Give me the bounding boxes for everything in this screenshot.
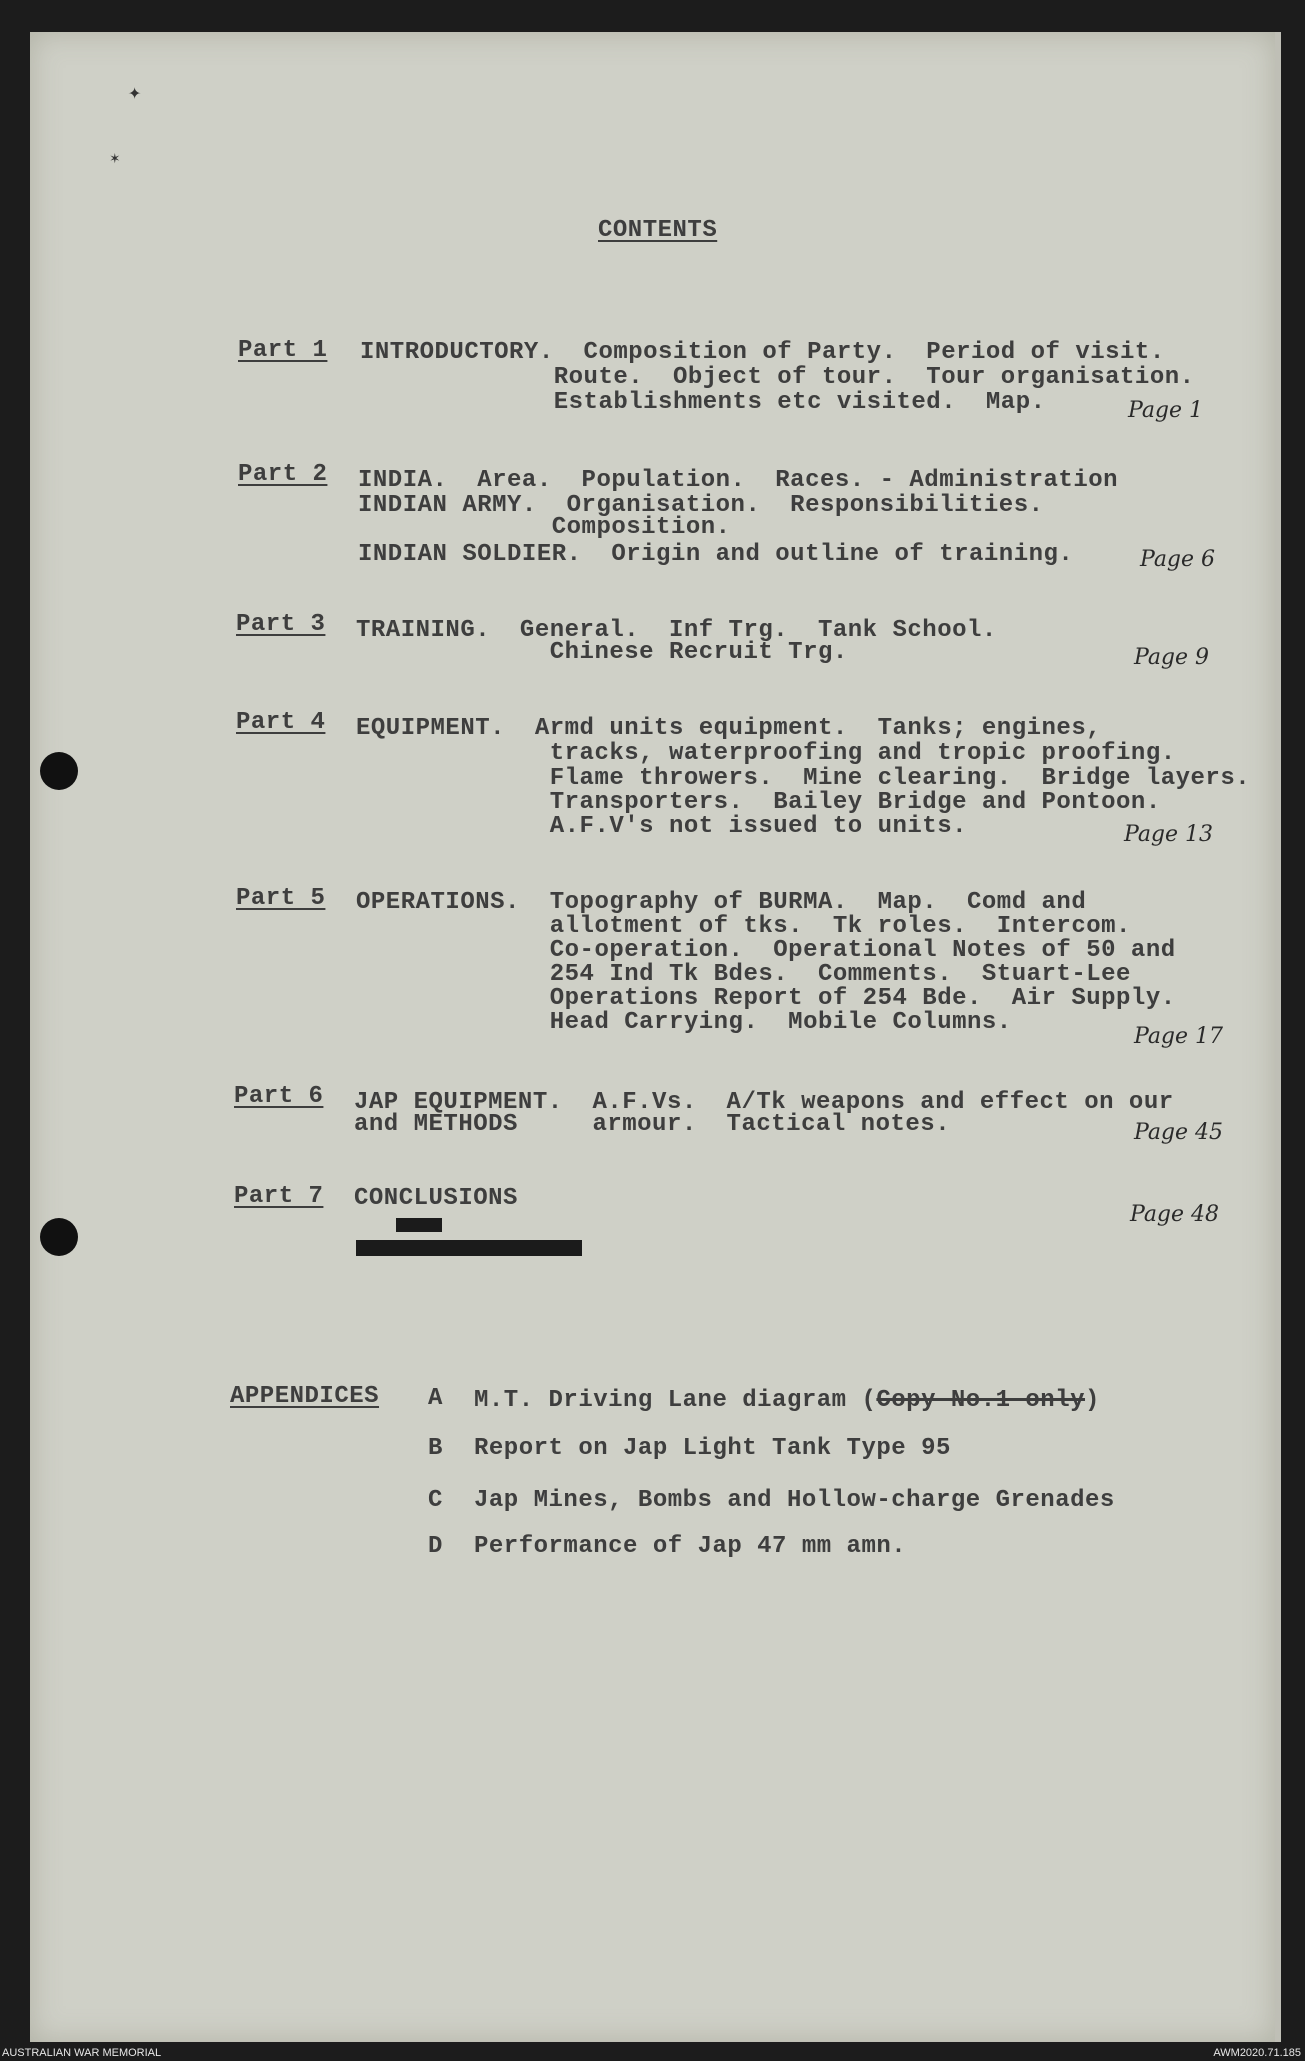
- part-line: INDIA. Area. Population. Races. - Administration: [358, 467, 1119, 494]
- punch-hole: [40, 1218, 78, 1256]
- part-label: Part 7: [234, 1183, 324, 1210]
- part-line: TRAINING. General. Inf Trg. Tank School.: [356, 617, 997, 644]
- appendix-letter: B: [428, 1435, 443, 1462]
- part-line: EQUIPMENT. Armd units equipment. Tanks; engines,: [356, 715, 1102, 742]
- part-line: CONCLUSIONS: [354, 1185, 518, 1212]
- page-edge: [1275, 32, 1281, 2042]
- part-label: Part 5: [236, 885, 326, 912]
- appendix-text-close: ): [1085, 1387, 1100, 1414]
- part-line: 254 Ind Tk Bdes. Comments. Stuart-Lee: [356, 961, 1131, 988]
- redaction-bar: [356, 1240, 582, 1256]
- appendix-item: Performance of Jap 47 mm amn.: [474, 1533, 907, 1560]
- appendix-text: M.T. Driving Lane diagram (: [474, 1387, 877, 1414]
- part-label: Part 4: [236, 709, 326, 736]
- part-line: INDIAN ARMY. Organisation. Responsibilities.: [358, 492, 1044, 519]
- part-line: Flame throwers. Mine clearing. Bridge layers.: [356, 765, 1251, 792]
- appendix-letter: C: [428, 1487, 443, 1514]
- appendix-item: [474, 1388, 1100, 1413]
- part-line: A.F.V's not issued to units.: [356, 813, 967, 840]
- part-label: Part 1: [238, 337, 328, 364]
- ink-mark: ✦: [128, 81, 142, 106]
- punch-hole: [40, 752, 78, 790]
- part-line: JAP EQUIPMENT. A.F.Vs. A/Tk weapons and effect on our: [354, 1089, 1174, 1116]
- footer-accession: AWM2020.71.185: [1213, 2047, 1301, 2059]
- appendix-letter: D: [428, 1533, 443, 1560]
- part-line: Chinese Recruit Trg.: [356, 639, 848, 666]
- part-line: Co-operation. Operational Notes of 50 and: [356, 937, 1176, 964]
- page-title: CONTENTS: [598, 217, 718, 244]
- part-line: allotment of tks. Tk roles. Intercom.: [356, 913, 1131, 940]
- part-line: Head Carrying. Mobile Columns.: [356, 1009, 1012, 1036]
- part-line: Establishments etc visited. Map.: [360, 389, 1046, 416]
- part-line: Operations Report of 254 Bde. Air Supply.: [356, 985, 1176, 1012]
- footer-source: AUSTRALIAN WAR MEMORIAL: [2, 2047, 162, 2059]
- part-line: tracks, waterproofing and tropic proofing.: [356, 740, 1176, 767]
- part-line: Route. Object of tour. Tour organisation.: [360, 364, 1195, 391]
- page-number: Page 13: [1124, 822, 1214, 847]
- part-label: Part 3: [236, 611, 326, 638]
- page-number: Page 6: [1140, 547, 1216, 572]
- struck-text: Copy No.1 only: [876, 1387, 1086, 1414]
- page-number: Page 17: [1134, 1024, 1224, 1049]
- ink-mark: ✶: [110, 150, 120, 168]
- part-line: OPERATIONS. Topography of BURMA. Map. Comd and: [356, 889, 1087, 916]
- part-label: Part 2: [238, 461, 328, 488]
- part-line: INDIAN SOLDIER. Origin and outline of training.: [358, 541, 1074, 568]
- part-line: Composition.: [358, 514, 731, 541]
- redaction-bar: [396, 1218, 442, 1232]
- appendix-item: Report on Jap Light Tank Type 95: [474, 1435, 951, 1462]
- document-page: [30, 32, 1275, 2042]
- page-number: Page 9: [1134, 645, 1210, 670]
- page-number: Page 1: [1128, 398, 1204, 423]
- part-line: and METHODS armour. Tactical notes.: [354, 1111, 951, 1138]
- appendix-item: Jap Mines, Bombs and Hollow-charge Grenades: [474, 1487, 1115, 1514]
- part-label: Part 6: [234, 1083, 324, 1110]
- appendix-letter: A: [428, 1385, 443, 1412]
- page-number: Page 45: [1134, 1120, 1224, 1145]
- page-number: Page 48: [1130, 1202, 1220, 1227]
- part-line: Transporters. Bailey Bridge and Pontoon.: [356, 789, 1161, 816]
- appendices-heading: APPENDICES: [230, 1383, 380, 1410]
- part-line: INTRODUCTORY. Composition of Party. Period of visit.: [360, 339, 1165, 366]
